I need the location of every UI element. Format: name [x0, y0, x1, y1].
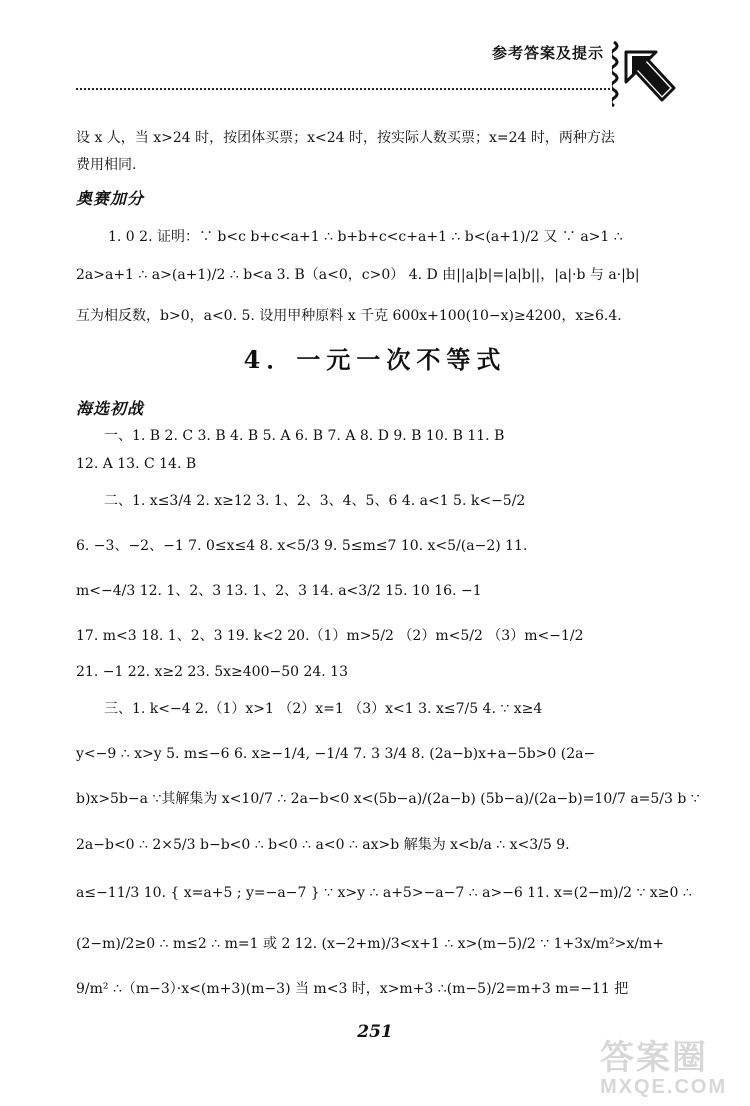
text-line: 21. −1 22. x≥2 23. 5x≥400−50 24. 13 — [76, 664, 348, 680]
watermark-title: 答案圈 — [600, 1039, 708, 1077]
text-line: 一、1. B 2. C 3. B 4. B 5. A 6. B 7. A 8. D 9. B 10. B 11. B — [104, 428, 505, 444]
section-heading-warmup: 海选初战 — [76, 399, 145, 418]
section-heading-contest: 奥赛加分 — [76, 189, 145, 208]
text-line: b)x>5b−a ∵其解集为 x<10/7 ∴ 2a−b<0 x<(5b−a)/(2a−b) (5b−a)/(2a−b)=10/7 a=5/3 b ∵ — [76, 791, 700, 807]
watermark-site: MXQE.COM — [600, 1076, 728, 1098]
chapter-title: 4．一元一次不等式 — [243, 345, 507, 374]
text-line: m<−4/3 12. 1、2、3 13. 1、2、3 14. a<3/2 15. 10 16. −1 — [76, 583, 482, 599]
text-line: 互为相反数，b>0，a<0. 5. 设用甲种原料 x 千克 600x+100(10−x)≥4200，x≥6.4. — [76, 308, 622, 324]
text-line: a≤−11/3 10. { x=a+5 ; y=−a−7 } ∵ x>y ∴ a+5>−a−7 ∴ a>−6 11. x=(2−m)/2 ∵ x≥0 ∴ — [76, 885, 692, 901]
text-line: 2a>a+1 ∴ a>(a+1)/2 ∴ b<a 3. B（a<0，c>0） 4. D 由||a|b|=|a|b||，|a|·b 与 a·|b| — [76, 267, 640, 283]
text-line: 2a−b<0 ∴ 2×5/3 b−b<0 ∴ b<0 ∴ a<0 ∴ ax>b 解集为 x<b/a ∴ x<3/5 9. — [76, 837, 570, 853]
text-line: 17. m<3 18. 1、2、3 19. k<2 20.（1）m>5/2 （2）m<5/2 （3）m<−1/2 — [76, 628, 584, 644]
corner-arrow-icon — [612, 38, 676, 118]
page-number: 251 — [357, 1022, 393, 1042]
header-dotted-rule — [76, 88, 610, 90]
text-line: 12. A 13. C 14. B — [76, 456, 197, 472]
text-line: 6. −3、−2、−1 7. 0≤x≤4 8. x<5/3 9. 5≤m≤7 10. x<5/(a−2) 11. — [76, 538, 528, 554]
text-line: 9/m² ∴（m−3）·x<(m+3)(m−3) 当 m<3 时，x>m+3 ∴(m−5)/2=m+3 m=−11 把 — [76, 981, 629, 997]
running-header: 参考答案及提示 — [492, 44, 605, 62]
text-line: 设 x 人，当 x>24 时，按团体买票；x<24 时，按实际人数买票；x=24 时，两种方法 — [76, 130, 615, 146]
text-line: 二、1. x≤3/4 2. x≥12 3. 1、2、3、4、5、6 4. a<1 5. k<−5/2 — [104, 493, 526, 509]
text-line: y<−9 ∴ x>y 5. m≤−6 6. x≥−1/4, −1/4 7. 3 3/4 8. (2a−b)x+a−5b>0 (2a− — [76, 746, 596, 762]
text-line: 费用相同. — [76, 157, 137, 173]
text-line: 1. 0 2. 证明：∵ b<c b+c<a+1 ∴ b+b+c<c+a+1 ∴ b<(a+1)/2 又 ∵ a>1 ∴ — [108, 229, 623, 245]
watermark-logo — [600, 1040, 727, 1098]
text-line: (2−m)/2≥0 ∴ m≤2 ∴ m=1 或 2 12. (x−2+m)/3<x+1 ∴ x>(m−5)/2 ∵ 1+3x/m²>x/m+ — [76, 936, 664, 952]
text-line: 三、1. k<−4 2.（1）x>1 （2）x=1 （3）x<1 3. x≤7/5 4. ∵ x≥4 — [104, 701, 543, 717]
